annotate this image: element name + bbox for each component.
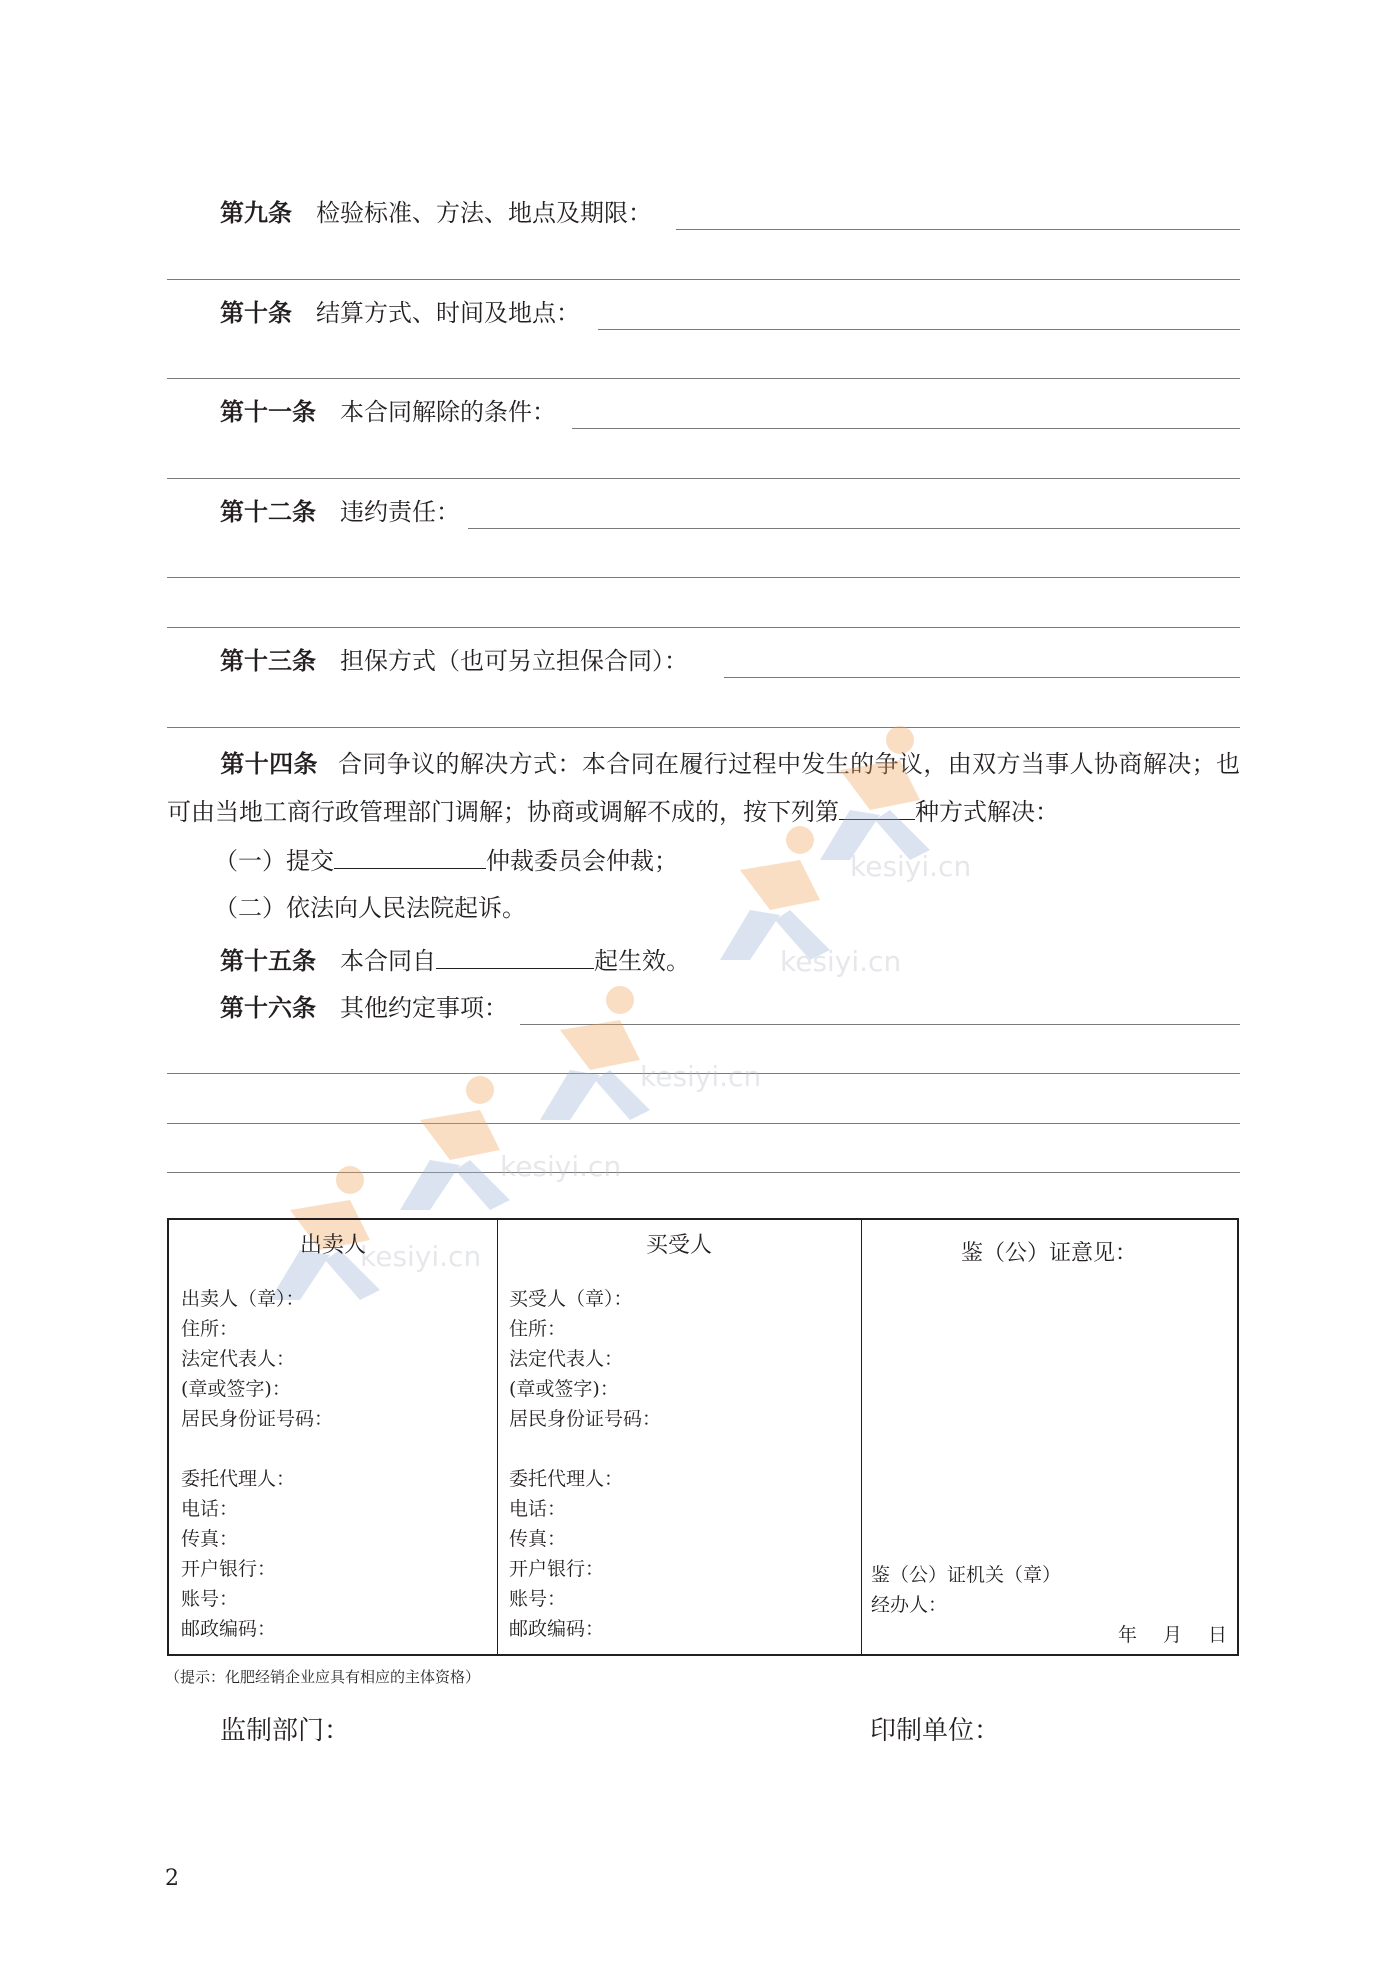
field-signature[interactable]: (章或签字)： [181, 1378, 291, 1400]
field-bank[interactable]: 开户银行： [181, 1558, 277, 1580]
field-id-number[interactable]: 居民身份证号码： [509, 1408, 662, 1430]
clause-14 [167, 740, 1240, 836]
field-legal-rep[interactable]: 法定代表人： [181, 1348, 296, 1370]
watermark [680, 820, 902, 978]
fill-line[interactable] [598, 329, 1240, 330]
clause-10-label: 第十条 [220, 299, 292, 327]
field-agent[interactable]: 委托代理人： [509, 1468, 624, 1490]
clause-12-text: 违约责任： [340, 498, 460, 526]
seller-fields [181, 1284, 333, 1644]
notary-date[interactable] [1118, 1620, 1227, 1647]
notary-column [861, 1220, 1237, 1654]
runner-logo-icon [500, 980, 680, 1130]
seller-header: 出卖人 [299, 1233, 366, 1258]
clause-14-label: 第十四条 [220, 750, 318, 778]
clause-12-label: 第十二条 [220, 498, 316, 526]
field-agent[interactable]: 委托代理人： [181, 1468, 296, 1490]
date-month: 月 [1162, 1624, 1182, 1646]
field-account[interactable]: 账号： [509, 1588, 567, 1610]
fill-line[interactable] [724, 677, 1240, 678]
method-number-blank[interactable] [839, 793, 915, 820]
fill-line[interactable] [167, 627, 1240, 628]
watermark-text: kesiyi.cn [500, 1150, 622, 1183]
fill-line[interactable] [167, 478, 1240, 479]
clause-10-text: 结算方式、时间及地点： [316, 299, 580, 327]
option-1-text-a: （一）提交 [214, 847, 334, 875]
seller-column [169, 1220, 497, 1654]
clause-13 [220, 645, 688, 677]
arbitration-commission-blank[interactable] [334, 842, 486, 869]
runner-logo-icon [680, 820, 860, 970]
buyer-header: 买受人 [645, 1233, 712, 1258]
watermark-text: kesiyi.cn [850, 850, 972, 883]
field-fax[interactable]: 传真： [509, 1528, 567, 1550]
clause-16-label: 第十六条 [220, 994, 316, 1022]
option-1-text-b: 仲裁委员会仲裁； [486, 847, 678, 875]
fill-line[interactable] [572, 428, 1240, 429]
clause-11 [220, 396, 556, 428]
watermark-text: kesiyi.cn [360, 1240, 482, 1273]
clause-14-text-a: 合同争议的解决方式：本合同在履行过程中发生的争议，由双方当事人协商解决；也可由当地工商行政管理部门调解；协商或调解不成的，按下列第 [167, 750, 1240, 826]
fill-line[interactable] [167, 279, 1240, 280]
notary-agency[interactable]: 鉴（公）证机关（章） [871, 1564, 1062, 1586]
qualification-note: （提示：化肥经销企业应具有相应的主体资格） [165, 1668, 481, 1686]
clause-13-label: 第十三条 [220, 647, 316, 675]
fill-line[interactable] [468, 528, 1240, 529]
field-seal[interactable]: 买受人（章）： [509, 1288, 633, 1310]
clause-12 [220, 496, 460, 528]
clause-14-text-b: 种方式解决： [915, 798, 1059, 826]
fill-line[interactable] [167, 1123, 1240, 1124]
clause-16 [220, 992, 508, 1024]
option-2-text: （二）依法向人民法院起诉。 [214, 894, 526, 922]
watermark-text: kesiyi.cn [640, 1060, 762, 1093]
fill-line[interactable] [167, 1172, 1240, 1173]
clause-10 [220, 297, 580, 329]
fill-line[interactable] [167, 378, 1240, 379]
effective-date-blank[interactable] [436, 942, 594, 969]
clause-13-text: 担保方式（也可另立担保合同）： [340, 647, 688, 675]
notary-header: 鉴（公）证意见： [960, 1241, 1137, 1266]
fill-line[interactable] [167, 727, 1240, 728]
clause-9 [220, 197, 652, 229]
fill-line[interactable] [676, 229, 1240, 230]
watermark-text: kesiyi.cn [780, 945, 902, 978]
clause-15 [220, 942, 690, 977]
field-spacer [509, 1434, 661, 1464]
field-address[interactable]: 住所： [181, 1318, 239, 1340]
signature-table [167, 1218, 1239, 1656]
field-seal[interactable]: 出卖人（章）： [181, 1288, 305, 1310]
runner-logo-icon [360, 1070, 540, 1220]
field-bank[interactable]: 开户银行： [509, 1558, 605, 1580]
buyer-fields [509, 1284, 661, 1644]
supervisor-label: 监制部门： [220, 1716, 351, 1746]
clause-15-text-a: 本合同自 [340, 947, 436, 975]
field-account[interactable]: 账号： [181, 1588, 239, 1610]
fill-line[interactable] [520, 1024, 1240, 1025]
clause-16-text: 其他约定事项： [340, 994, 508, 1022]
field-signature[interactable]: (章或签字)： [509, 1378, 619, 1400]
fill-line[interactable] [167, 1073, 1240, 1074]
field-address[interactable]: 住所： [509, 1318, 567, 1340]
page-number: 2 [165, 1866, 179, 1891]
clause-15-label: 第十五条 [220, 947, 316, 975]
notary-handler[interactable]: 经办人： [871, 1594, 948, 1616]
field-legal-rep[interactable]: 法定代表人： [509, 1348, 624, 1370]
watermark [500, 980, 762, 1134]
watermark [360, 1070, 622, 1224]
field-postcode[interactable]: 邮政编码： [181, 1618, 277, 1640]
field-postcode[interactable]: 邮政编码： [509, 1618, 605, 1640]
field-id-number[interactable]: 居民身份证号码： [181, 1408, 334, 1430]
field-phone[interactable]: 电话： [509, 1498, 567, 1520]
printer-label: 印制单位： [870, 1716, 1001, 1746]
clause-15-text-b: 起生效。 [594, 947, 690, 975]
clause-9-label: 第九条 [220, 199, 292, 227]
clause-14-option-2 [214, 892, 526, 924]
field-fax[interactable]: 传真： [181, 1528, 239, 1550]
clause-11-text: 本合同解除的条件： [340, 398, 556, 426]
field-spacer [181, 1434, 333, 1464]
clause-9-text: 检验标准、方法、地点及期限： [316, 199, 652, 227]
clause-14-option-1 [214, 842, 678, 877]
fill-line[interactable] [167, 577, 1240, 578]
date-day: 日 [1207, 1624, 1227, 1646]
date-year: 年 [1117, 1624, 1137, 1646]
field-phone[interactable]: 电话： [181, 1498, 239, 1520]
buyer-column [497, 1220, 861, 1654]
clause-11-label: 第十一条 [220, 398, 316, 426]
